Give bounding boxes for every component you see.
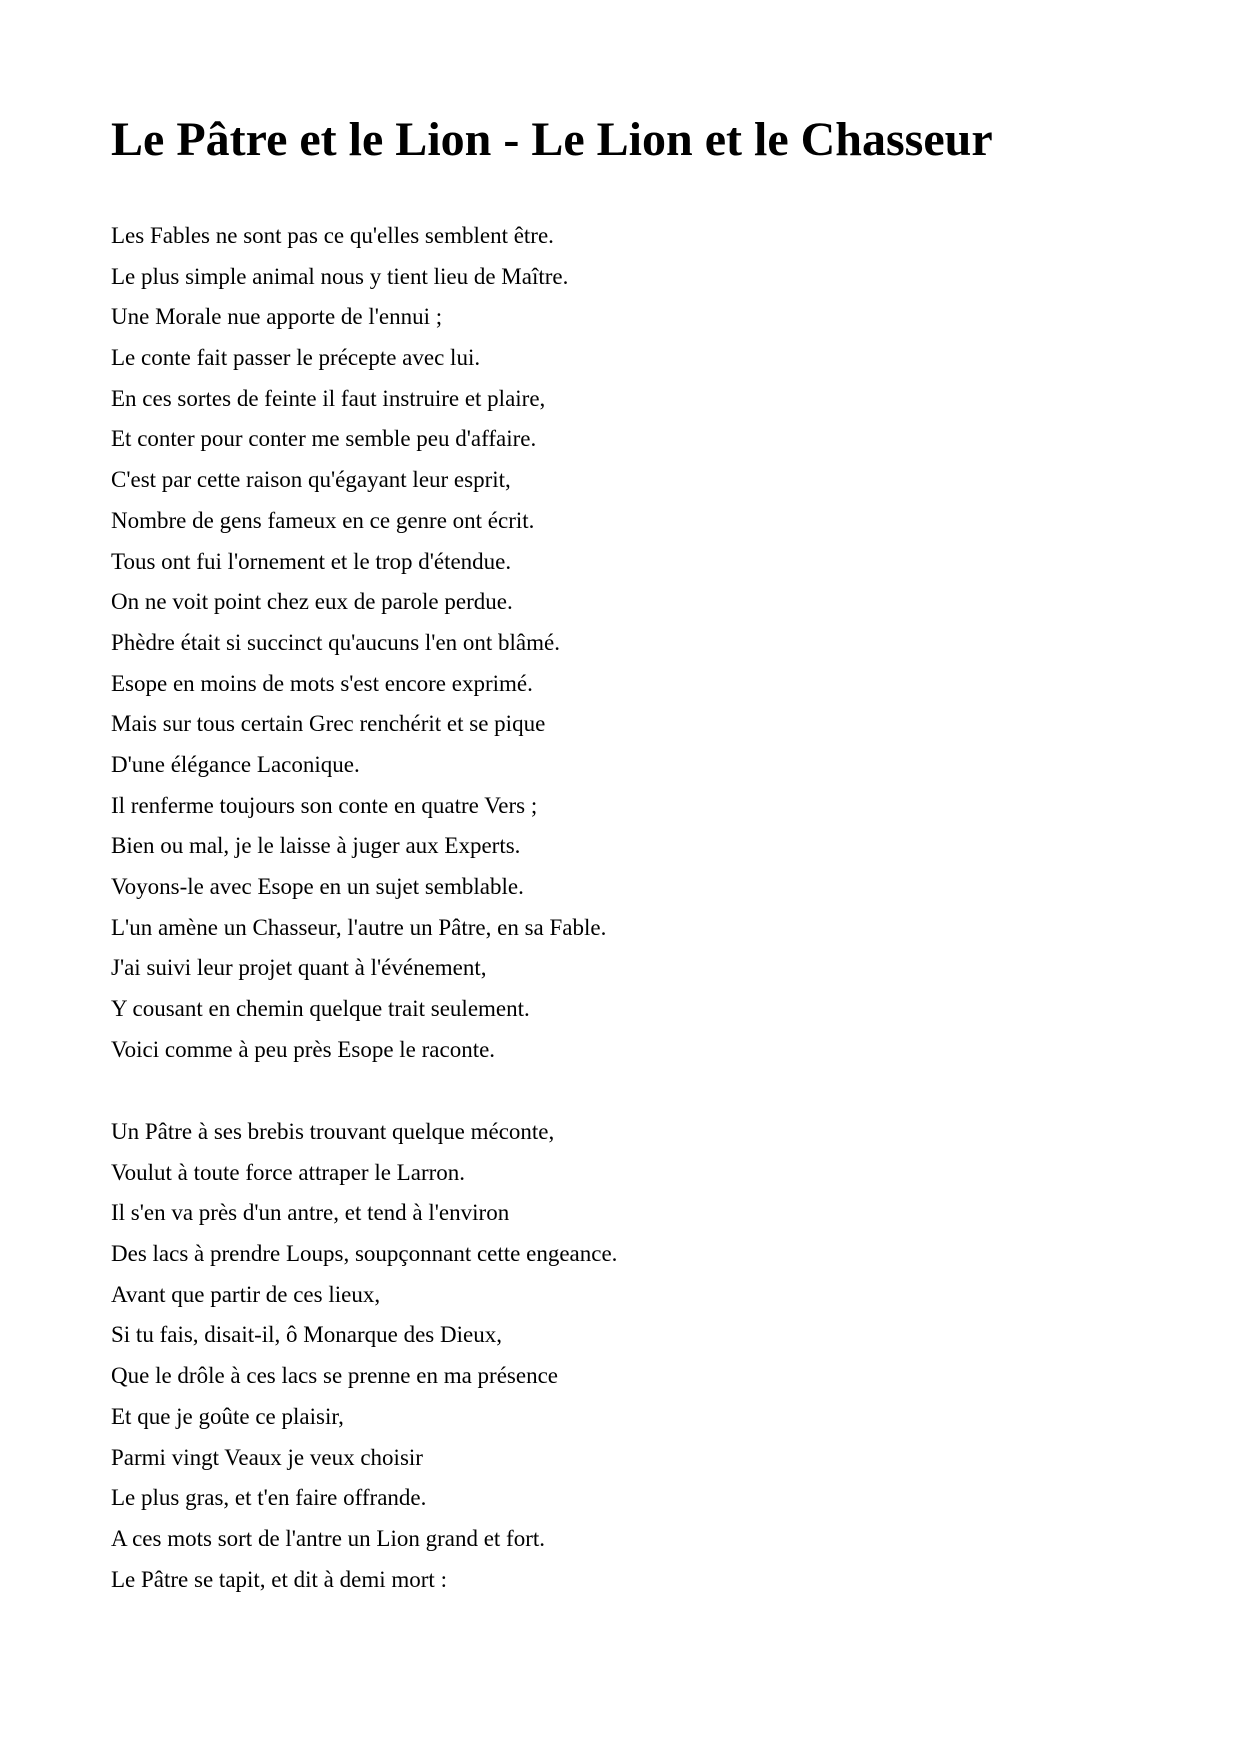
verse-line: Et conter pour conter me semble peu d'affaire. bbox=[111, 426, 537, 452]
verse-line: Nombre de gens fameux en ce genre ont écrit. bbox=[111, 507, 535, 533]
verse-line: Si tu fais, disait-il, ô Monarque des Dieux, bbox=[111, 1322, 502, 1348]
verse-line: Voulut à toute force attraper le Larron. bbox=[111, 1159, 466, 1185]
verse-line: Il renferme toujours son conte en quatre Vers ; bbox=[111, 792, 538, 818]
verse-line: Le plus gras, et t'en faire offrande. bbox=[111, 1485, 427, 1511]
verse-line: J'ai suivi leur projet quant à l'événement, bbox=[111, 955, 487, 981]
stanza-1 bbox=[111, 216, 606, 1070]
verse-line: Le Pâtre se tapit, et dit à demi mort : bbox=[111, 1566, 447, 1592]
verse-line: Esope en moins de mots s'est encore exprimé. bbox=[111, 670, 533, 696]
verse-line: Mais sur tous certain Grec renchérit et se pique bbox=[111, 711, 546, 737]
verse-line: C'est par cette raison qu'égayant leur esprit, bbox=[111, 467, 511, 493]
verse-line: Bien ou mal, je le laisse à juger aux Experts. bbox=[111, 833, 521, 859]
verse-line: Phèdre était si succinct qu'aucuns l'en ont blâmé. bbox=[111, 629, 560, 655]
stanza-2 bbox=[111, 1112, 617, 1600]
verse-line: A ces mots sort de l'antre un Lion grand et fort. bbox=[111, 1525, 546, 1551]
verse-line: Voici comme à peu près Esope le raconte. bbox=[111, 1036, 496, 1062]
page-title: Le Pâtre et le Lion - Le Lion et le Chasseur bbox=[111, 113, 993, 166]
verse-line: Tous ont fui l'ornement et le trop d'étendue. bbox=[111, 548, 512, 574]
verse-line: Avant que partir de ces lieux, bbox=[111, 1281, 381, 1307]
verse-line: En ces sortes de feinte il faut instruire et plaire, bbox=[111, 385, 546, 411]
verse-line: Les Fables ne sont pas ce qu'elles semblent être. bbox=[111, 223, 554, 248]
verse-line: D'une élégance Laconique. bbox=[111, 751, 360, 777]
verse-line: Que le drôle à ces lacs se prenne en ma présence bbox=[111, 1363, 558, 1389]
verse-line: Le plus simple animal nous y tient lieu de Maître. bbox=[111, 263, 569, 289]
verse-line: Et que je goûte ce plaisir, bbox=[111, 1403, 344, 1429]
verse-line: Voyons-le avec Esope en un sujet semblable. bbox=[111, 874, 524, 899]
verse-line: Il s'en va près d'un antre, et tend à l'environ bbox=[111, 1200, 510, 1226]
verse-line: Le conte fait passer le précepte avec lui. bbox=[111, 345, 481, 371]
verse-line: Parmi vingt Veaux je veux choisir bbox=[111, 1444, 423, 1470]
verse-line: Y cousant en chemin quelque trait seulement. bbox=[111, 996, 530, 1022]
verse-line: L'un amène un Chasseur, l'autre un Pâtre, en sa Fable. bbox=[111, 914, 607, 940]
verse-line: Une Morale nue apporte de l'ennui ; bbox=[111, 304, 443, 330]
verse-line: On ne voit point chez eux de parole perdue. bbox=[111, 589, 513, 615]
verse-line: Des lacs à prendre Loups, soupçonnant cette engeance. bbox=[111, 1241, 618, 1267]
verse-line: Un Pâtre à ses brebis trouvant quelque méconte, bbox=[111, 1119, 555, 1144]
